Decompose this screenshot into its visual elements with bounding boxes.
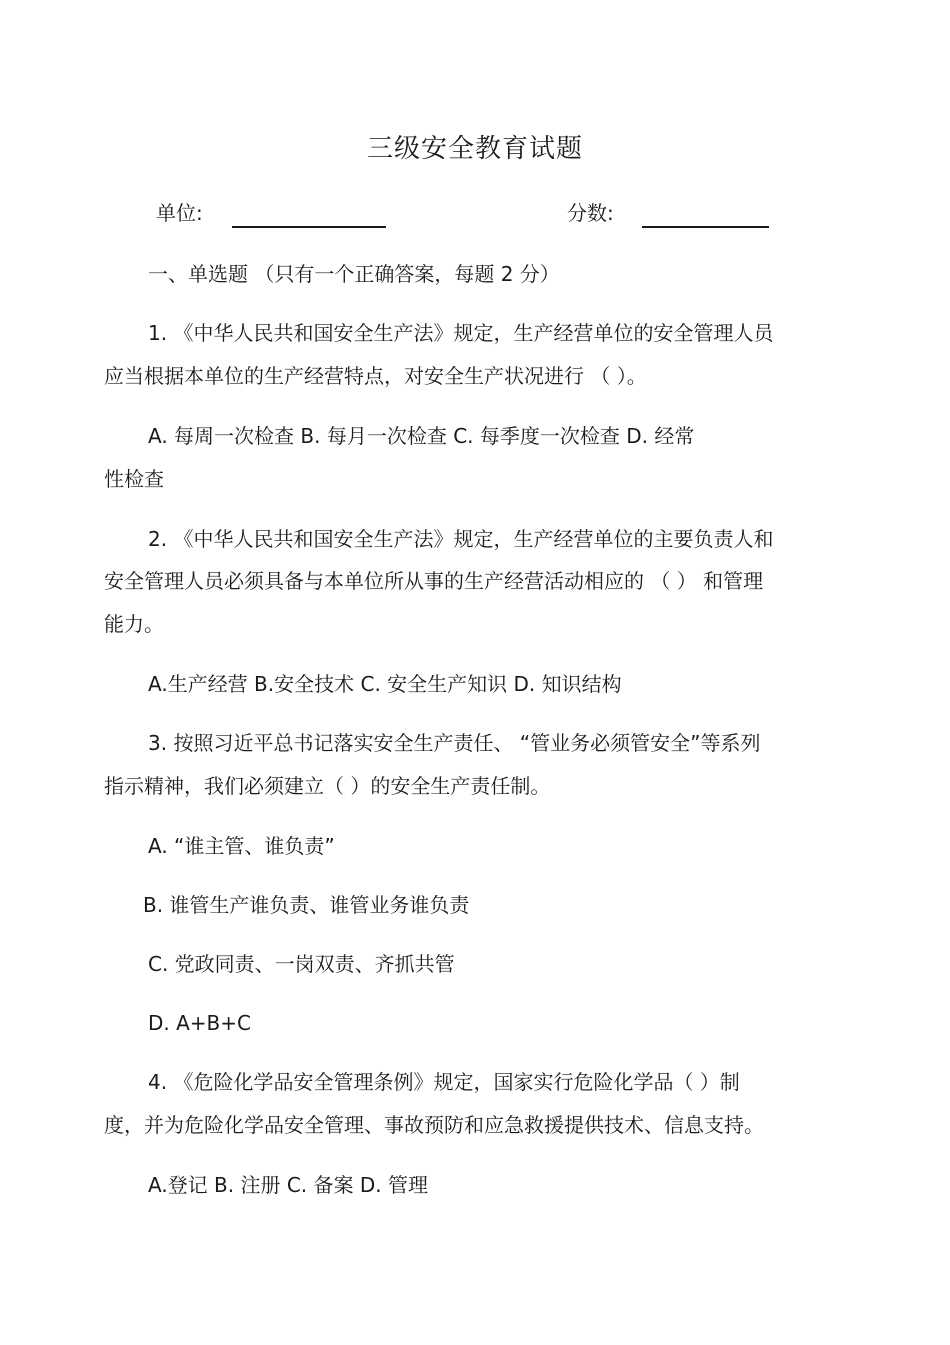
question-3-line-1: 3. 按照习近平总书记落实安全生产责任、 “管业务必须管安全”等系列 bbox=[148, 731, 761, 755]
question-1-options-line-2: 性检查 bbox=[104, 467, 164, 491]
question-1-line-2: 应当根据本单位的生产经营特点，对安全生产状况进行 （ ）。 bbox=[104, 364, 647, 388]
question-2-options-line-1: A.生产经营 B.安全技术 C. 安全生产知识 D. 知识结构 bbox=[148, 672, 622, 696]
page-title: 三级安全教育试题 bbox=[366, 134, 583, 164]
question-4-line-2: 度，并为危险化学品安全管理、事故预防和应急救援提供技术、信息支持。 bbox=[104, 1113, 764, 1137]
question-3-option-a: A. “谁主管、谁负责” bbox=[148, 834, 335, 858]
unit-blank-line bbox=[232, 226, 386, 228]
question-2-line-1: 2. 《中华人民共和国安全生产法》规定，生产经营单位的主要负责人和 bbox=[148, 527, 774, 551]
question-2-line-2: 安全管理人员必须具备与本单位所从事的生产经营活动相应的 （ ） 和管理 bbox=[104, 569, 764, 593]
question-3-option-c: C. 党政同责、一岗双责、齐抓共管 bbox=[148, 952, 455, 976]
question-3-line-2: 指示精神，我们必须建立（ ）的安全生产责任制。 bbox=[104, 774, 551, 798]
question-4-options-line-1: A.登记 B. 注册 C. 备案 D. 管理 bbox=[148, 1173, 428, 1197]
question-1-line-1: 1. 《中华人民共和国安全生产法》规定，生产经营单位的安全管理人员 bbox=[148, 321, 774, 345]
section-heading: 一、单选题 （只有一个正确答案，每题 2 分） bbox=[148, 262, 560, 286]
question-3-option-b: B. 谁管生产谁负责、谁管业务谁负责 bbox=[143, 893, 470, 917]
question-1-options-line-1: A. 每周一次检查 B. 每月一次检查 C. 每季度一次检查 D. 经常 bbox=[148, 424, 695, 448]
question-4-line-1: 4. 《危险化学品安全管理条例》规定，国家实行危险化学品（ ）制 bbox=[148, 1070, 740, 1094]
question-2-line-3: 能力。 bbox=[104, 612, 164, 636]
score-label: 分数: bbox=[567, 201, 614, 225]
score-blank-line bbox=[642, 226, 769, 228]
unit-label: 单位: bbox=[156, 201, 203, 225]
question-3-option-d: D. A+B+C bbox=[148, 1011, 251, 1035]
